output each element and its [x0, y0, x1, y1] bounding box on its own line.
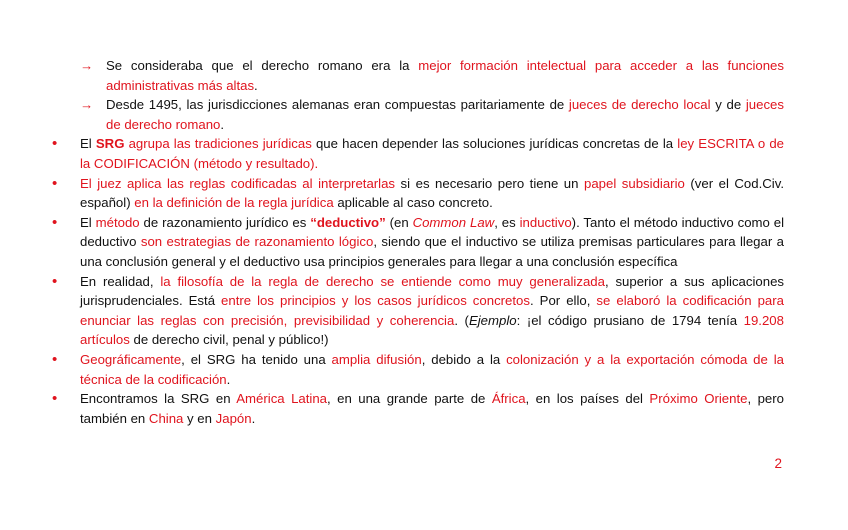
- text-run: África: [491, 391, 526, 407]
- text-run: , en una grande parte de: [327, 391, 492, 407]
- text-run: : ¡el código prusiano de 1794 tenía: [516, 312, 744, 328]
- text-run: Encontramos la SRG en: [80, 391, 237, 407]
- arrow-list: [80, 56, 784, 134]
- text-run: amplia difusión: [331, 351, 422, 367]
- arrow-marker-icon: →: [80, 97, 94, 113]
- text-run: En realidad,: [80, 273, 161, 289]
- bullet-list-item: [52, 389, 784, 428]
- text-run: que hacen depender las soluciones jurídicas concretas de la: [311, 136, 678, 152]
- text-run: ley ESCRITA o de la CODIFICACIÓN (método y resultado).: [80, 136, 785, 171]
- bullet-list-item: [52, 272, 784, 350]
- text-run: . (: [454, 312, 469, 328]
- arrow-marker-icon: →: [80, 58, 94, 73]
- text-run: papel subsidiario: [584, 175, 685, 191]
- text-run: si es necesario pero tiene un: [395, 175, 584, 191]
- text-run: método: [95, 214, 140, 230]
- text-run: la filosofía de la regla de derecho se entiende como muy generalizada: [160, 273, 605, 289]
- text-run: El juez aplica las reglas codificadas al interpretarlas: [80, 175, 396, 191]
- text-run: inductivo: [519, 214, 572, 230]
- text-run: mejor formación intelectual para acceder a las funciones administrativas más altas: [106, 58, 784, 93]
- text-run: , superior a sus aplicaciones jurisprudenciales. Está: [80, 273, 784, 309]
- bullet-list-item: [52, 350, 784, 389]
- text-run: de derecho civil, penal y público!): [129, 332, 329, 348]
- text-run: colonización y a la exportación cómoda de la técnica de la codificación: [80, 351, 784, 387]
- text-run: .: [220, 116, 225, 132]
- arrow-list-item: [80, 95, 784, 134]
- bullet-list-item: [52, 134, 784, 173]
- text-run: , debido a la: [421, 351, 507, 367]
- arrow-list-item: [80, 56, 784, 95]
- text-run: China: [148, 410, 184, 426]
- bullet-list: [52, 134, 784, 428]
- text-run: , en los países del: [525, 391, 650, 407]
- text-run: .: [251, 410, 256, 426]
- text-run: (en: [385, 214, 413, 230]
- text-run: Common Law: [412, 214, 495, 230]
- bullet-marker-icon: •: [52, 135, 58, 153]
- text-run: . Por ello,: [529, 293, 597, 309]
- bullet-marker-icon: •: [52, 350, 58, 368]
- text-run: Desde 1495, las jurisdicciones alemanas eran compuestas paritariamente de: [106, 97, 569, 113]
- text-run: jueces de derecho romano: [106, 97, 784, 132]
- text-run: Ejemplo: [468, 312, 517, 328]
- text-run: “deductivo”: [310, 214, 386, 230]
- text-run: Japón: [215, 410, 252, 426]
- text-run: ). Tanto el método inductivo como el deductivo: [80, 214, 785, 250]
- text-run: , es: [494, 214, 520, 230]
- text-run: aplicable al caso concreto.: [333, 195, 493, 211]
- text-run: El: [80, 214, 96, 230]
- text-run: y en: [183, 410, 216, 426]
- bullet-marker-icon: •: [52, 174, 58, 192]
- text-run: El: [80, 136, 96, 152]
- text-run: (ver el Cod.Civ. español): [80, 175, 784, 211]
- bullet-list-item: [52, 213, 784, 272]
- text-run: se elaboró la codificación para enunciar las reglas con precisión, previsibilidad y coherencia: [80, 293, 784, 328]
- text-run: de razonamiento jurídico es: [139, 214, 311, 230]
- text-run: , siendo que el inductivo se utiliza premisas particulares para llegar a una conclusión general y el deductivo usa principios generales para llegar a una conclusión específica: [80, 234, 784, 269]
- text-run: 19.208 artículos: [80, 312, 784, 348]
- bullet-list-item: [52, 174, 784, 213]
- text-run: y de: [710, 97, 746, 113]
- text-run: SRG: [95, 136, 125, 152]
- text-run: .: [226, 371, 231, 387]
- bullet-marker-icon: •: [52, 272, 58, 290]
- text-run: Se consideraba que el derecho romano era la: [106, 58, 419, 73]
- text-run: América Latina: [236, 391, 328, 407]
- text-run: , pero también en: [80, 391, 784, 426]
- text-run: agrupa las tradiciones jurídicas: [128, 136, 312, 152]
- text-run: Próximo Oriente: [649, 391, 748, 407]
- text-run: , el SRG ha tenido una: [181, 351, 332, 367]
- text-run: entre los principios y los casos jurídicos concretos: [221, 293, 530, 309]
- bullet-marker-icon: •: [52, 390, 58, 408]
- text-run: son estrategias de razonamiento lógico: [140, 234, 374, 250]
- page-number: 2: [774, 456, 782, 471]
- text-run: Geográficamente: [80, 351, 182, 367]
- text-run: jueces de derecho local: [568, 97, 711, 113]
- text-run: en la definición de la regla jurídica: [134, 195, 334, 211]
- slide-content: [52, 56, 784, 428]
- text-run: .: [254, 77, 258, 93]
- bullet-marker-icon: •: [52, 213, 58, 231]
